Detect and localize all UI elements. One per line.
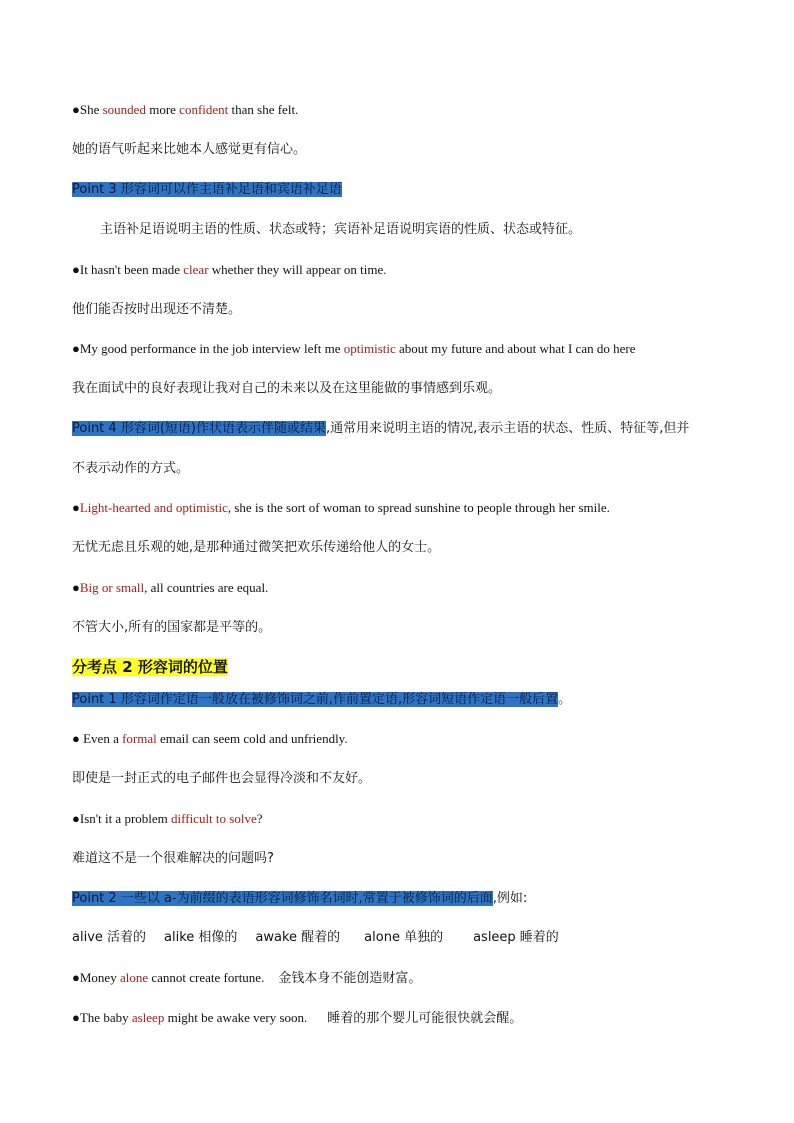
highlighted-word: confident: [179, 102, 229, 117]
bullet: ●: [72, 811, 80, 826]
word-item: alone 单独的: [364, 930, 444, 945]
translation: 不管大小,所有的国家都是平等的。: [72, 620, 272, 635]
translation: 睡着的那个婴儿可能很快就会醒。: [327, 1011, 523, 1026]
example-sentence: ●Light-hearted and optimistic, she is the sort of woman to spread sunshine to people through her smile.: [72, 500, 610, 515]
word-item: alike 相像的: [164, 930, 238, 945]
example-sentence: ●Isn't it a problem difficult to solve?: [72, 811, 263, 826]
highlighted-word: formal: [122, 731, 157, 746]
bullet: ●: [72, 1010, 80, 1025]
word-item: alive 活着的: [72, 930, 147, 945]
example-sentence: ●She sounded more confident than she felt.: [72, 102, 299, 117]
point-heading: Point 1 形容词作定语一般放在被修饰词之前,作前置定语,形容词短语作定语一般后置。: [72, 692, 572, 707]
word-item: awake 醒着的: [255, 930, 341, 945]
highlighted-word: asleep: [131, 1010, 165, 1025]
highlighted-word: optimistic: [343, 341, 396, 356]
point-heading: Point 4 形容词(短语)作状语表示伴随或结果,通常用来说明主语的情况,表示主语的状态、性质、特征等,但并: [72, 421, 690, 436]
point-heading: Point 3 形容词可以作主语补足语和宾语补足语: [72, 182, 342, 197]
explanation: 主语补足语说明主语的性质、状态或特；宾语补足语说明宾语的性质、状态或特征。: [100, 222, 582, 237]
word-item: asleep 睡着的: [473, 930, 559, 945]
translation: 她的语气听起来比她本人感觉更有信心。: [72, 142, 307, 157]
explanation: 不表示动作的方式。: [72, 461, 190, 476]
highlighted-word: alone: [119, 970, 149, 985]
example-sentence: ●Money alone cannot create fortune. 金钱本身不能创造财富。: [72, 970, 422, 986]
translation: 我在面试中的良好表现让我对自己的未来以及在这里能做的事情感到乐观。: [72, 381, 502, 396]
highlighted-word: Big or small: [79, 580, 145, 595]
example-sentence: ● Even a formal email can seem cold and unfriendly.: [72, 731, 348, 746]
bullet: ●: [72, 731, 80, 746]
example-sentence: ●The baby asleep might be awake very soon. 睡着的那个婴儿可能很快就会醒。: [72, 1010, 523, 1026]
word-list: [72, 927, 734, 949]
bullet: ●: [72, 262, 80, 277]
example-sentence: ●It hasn't been made clear whether they will appear on time.: [72, 262, 387, 277]
translation: 无忧无虑且乐观的她,是那种通过微笑把欢乐传递给他人的女士。: [72, 540, 441, 555]
bullet: ●: [72, 500, 80, 515]
highlighted-word: clear: [183, 262, 209, 277]
highlighted-word: difficult to solve: [171, 811, 257, 826]
bullet: ●: [72, 580, 80, 595]
bullet: ●: [72, 341, 80, 356]
translation: 他们能否按时出现还不清楚。: [72, 302, 242, 317]
translation: 即使是一封正式的电子邮件也会显得冷淡和不友好。: [72, 771, 372, 786]
example-sentence: ●Big or small, all countries are equal.: [72, 580, 269, 595]
highlighted-word: Light-hearted and optimistic: [79, 500, 228, 515]
translation: 难道这不是一个很难解决的问题吗?: [72, 851, 274, 866]
bullet: ●: [72, 970, 80, 985]
bullet: ●: [72, 102, 80, 117]
section-heading: 分考点 2 形容词的位置: [72, 658, 228, 676]
highlighted-word: sounded: [102, 102, 146, 117]
translation: 金钱本身不能创造财富。: [278, 971, 422, 986]
example-sentence: ●My good performance in the job interview left me optimistic about my future and about what I can do here: [72, 341, 636, 356]
point-heading: Point 2 一些以 a-为前缀的表语形容词修饰名词时,常置于被修饰词的后面,例如:: [72, 891, 528, 906]
